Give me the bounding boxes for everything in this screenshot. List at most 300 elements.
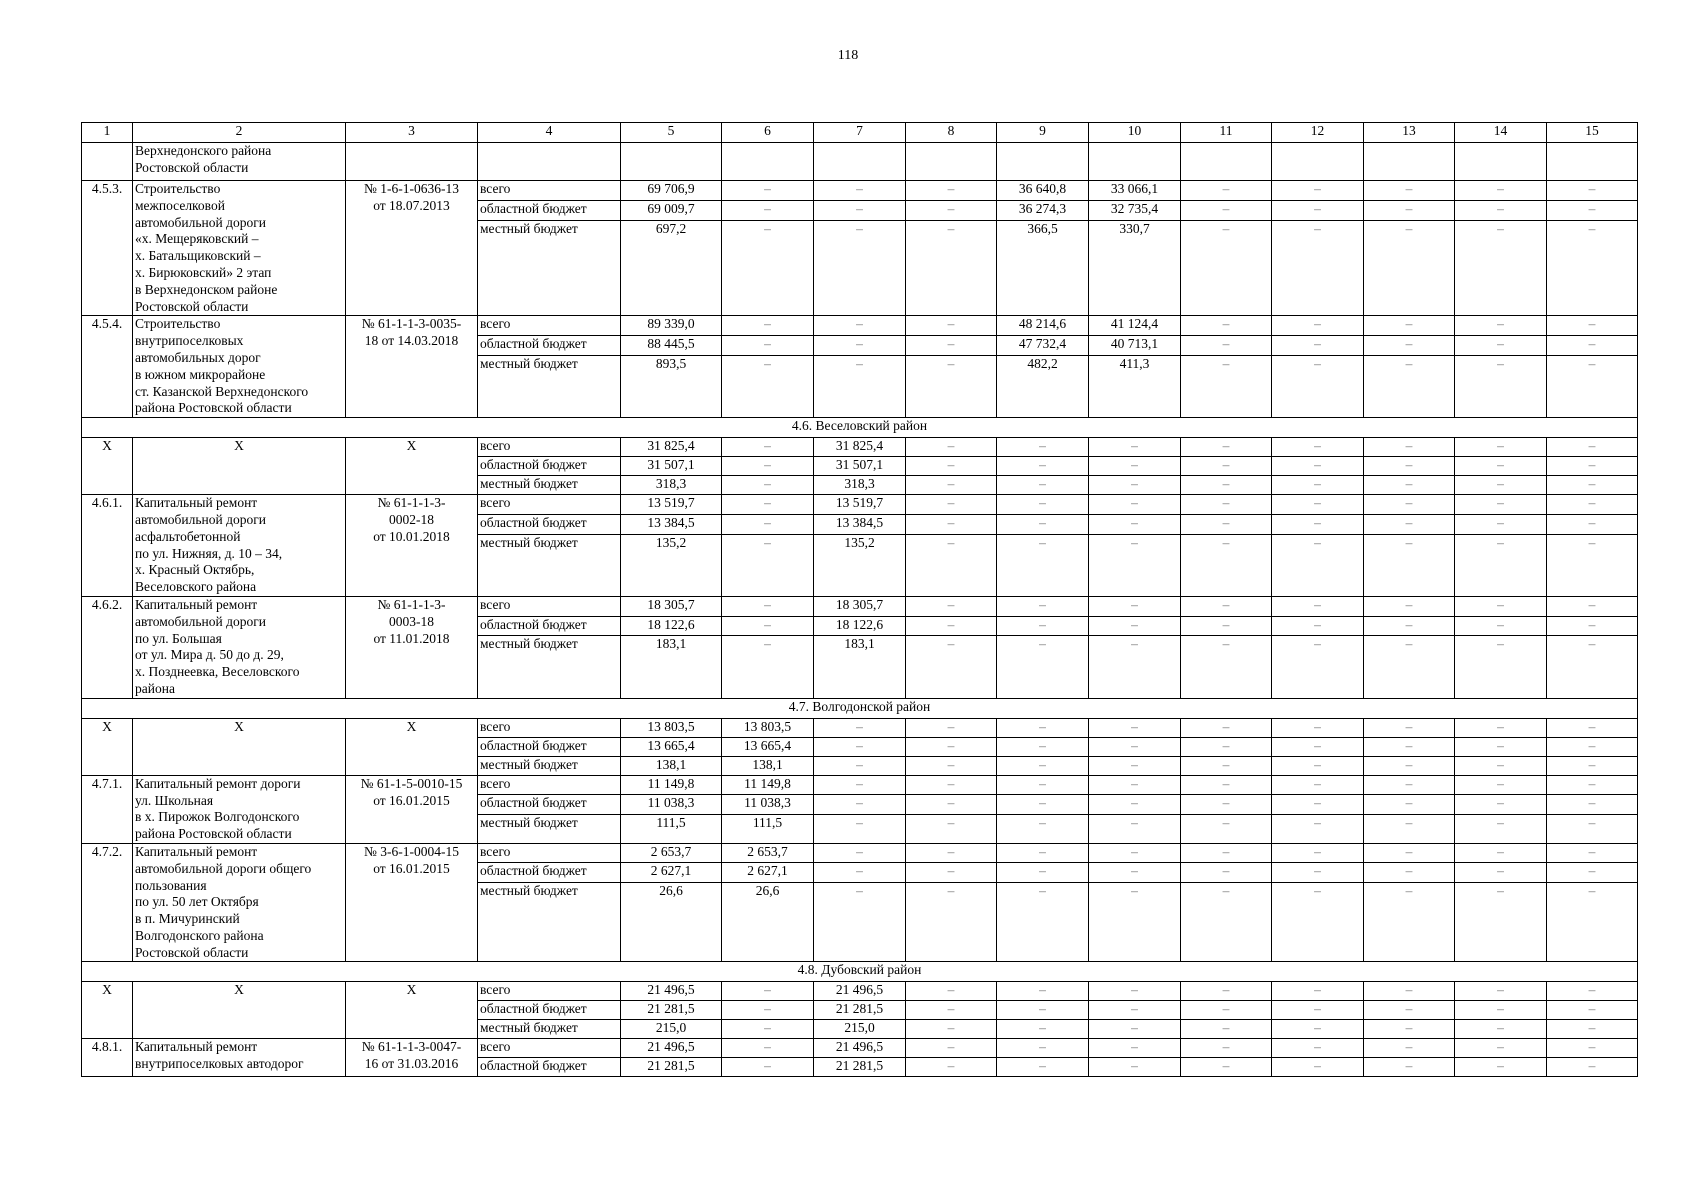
empty-value: – [1089, 1020, 1181, 1039]
header-cell-9: 9 [997, 123, 1089, 143]
value-cell: 21 496,5 [814, 982, 906, 1001]
empty-value: – [1547, 355, 1638, 417]
empty-value: – [1181, 438, 1272, 457]
empty-value: – [906, 1020, 997, 1039]
budget-source-label: всего [478, 596, 621, 616]
empty-value: – [1455, 316, 1547, 336]
empty-value: – [1364, 1058, 1455, 1077]
empty-value: – [1364, 775, 1455, 795]
empty-value: – [1547, 534, 1638, 596]
empty-value: – [997, 756, 1089, 775]
empty-value: – [1547, 200, 1638, 220]
empty-value: – [906, 775, 997, 795]
empty-value: – [997, 863, 1089, 882]
empty-value: – [1364, 200, 1455, 220]
empty-value: – [1089, 534, 1181, 596]
budget-source-label: местный бюджет [478, 814, 621, 843]
value-cell: 21 496,5 [814, 1039, 906, 1058]
empty-value: – [814, 336, 906, 356]
header-cell-4: 4 [478, 123, 621, 143]
empty-value: – [1455, 737, 1547, 756]
empty-value: – [1272, 795, 1364, 815]
empty-value: – [814, 843, 906, 862]
empty-value: – [1181, 457, 1272, 476]
document-number: № 3-6-1-0004-15 от 16.01.2015 [346, 843, 478, 962]
empty-value: – [1455, 814, 1547, 843]
empty-value: – [1455, 863, 1547, 882]
empty-value: – [1364, 756, 1455, 775]
empty-value: – [1089, 457, 1181, 476]
empty-value: – [906, 1039, 997, 1058]
empty-value: – [722, 200, 814, 220]
empty-value: – [1547, 616, 1638, 636]
budget-source-label: местный бюджет [478, 636, 621, 698]
value-cell: 183,1 [814, 636, 906, 698]
value-cell: 31 507,1 [621, 457, 722, 476]
empty-value: – [814, 200, 906, 220]
budget-source-label: областной бюджет [478, 737, 621, 756]
empty-value: – [1089, 616, 1181, 636]
empty-value: – [1272, 1020, 1364, 1039]
value-cell: 13 519,7 [621, 495, 722, 515]
budget-source-label: всего [478, 843, 621, 862]
document-number: № 61-1-5-0010-15 от 16.01.2015 [346, 775, 478, 843]
empty-cell [1455, 143, 1547, 181]
empty-value: – [722, 514, 814, 534]
empty-value: – [1272, 438, 1364, 457]
empty-value: – [1272, 863, 1364, 882]
empty-value: – [1547, 1039, 1638, 1058]
empty-value: – [906, 863, 997, 882]
value-cell: 21 496,5 [621, 982, 722, 1001]
header-cell-3: 3 [346, 123, 478, 143]
empty-value: – [1272, 200, 1364, 220]
empty-value: – [1455, 596, 1547, 616]
empty-value: – [1181, 596, 1272, 616]
empty-value: – [1455, 795, 1547, 815]
row-number: X [82, 438, 133, 495]
row-number: 4.5.4. [82, 316, 133, 418]
value-cell: 13 384,5 [814, 514, 906, 534]
value-cell: 21 281,5 [621, 1001, 722, 1020]
empty-value: – [1181, 514, 1272, 534]
empty-value: – [1181, 476, 1272, 495]
empty-value: – [814, 737, 906, 756]
empty-value: – [906, 476, 997, 495]
value-cell: 31 507,1 [814, 457, 906, 476]
empty-value: – [997, 737, 1089, 756]
value-cell: 33 066,1 [1089, 181, 1181, 201]
empty-value: – [1089, 982, 1181, 1001]
empty-value: – [1272, 616, 1364, 636]
budget-source-label: местный бюджет [478, 1020, 621, 1039]
empty-value: – [997, 596, 1089, 616]
empty-value: – [1272, 843, 1364, 862]
empty-value: – [906, 438, 997, 457]
document-number: X [346, 718, 478, 775]
row-number: 4.6.1. [82, 495, 133, 597]
empty-value: – [1364, 1001, 1455, 1020]
value-cell: 41 124,4 [1089, 316, 1181, 336]
empty-value: – [1364, 636, 1455, 698]
empty-value: – [1272, 476, 1364, 495]
object-name: Капитальный ремонт автомобильной дороги по ул. Большая от ул. Мира д. 50 до д. 29, х. Позднеевка, Веселовского района [133, 596, 346, 698]
value-cell: 48 214,6 [997, 316, 1089, 336]
empty-value: – [814, 795, 906, 815]
empty-value: – [814, 355, 906, 417]
empty-value: – [1455, 756, 1547, 775]
page-number: 118 [837, 48, 859, 63]
empty-value: – [1181, 534, 1272, 596]
value-cell: 13 384,5 [621, 514, 722, 534]
empty-value: – [1364, 355, 1455, 417]
empty-value: – [997, 438, 1089, 457]
empty-value: – [906, 200, 997, 220]
header-cell-12: 12 [1272, 123, 1364, 143]
empty-value: – [1364, 495, 1455, 515]
budget-source-label: областной бюджет [478, 514, 621, 534]
empty-value: – [1455, 982, 1547, 1001]
empty-value: – [1181, 181, 1272, 201]
value-cell: 482,2 [997, 355, 1089, 417]
value-cell: 21 496,5 [621, 1039, 722, 1058]
empty-value: – [906, 181, 997, 201]
empty-value: – [1547, 596, 1638, 616]
empty-value: – [1364, 438, 1455, 457]
empty-value: – [1181, 1020, 1272, 1039]
empty-cell [346, 143, 478, 181]
empty-value: – [1089, 737, 1181, 756]
empty-value: – [1089, 1039, 1181, 1058]
value-cell: 47 732,4 [997, 336, 1089, 356]
empty-value: – [997, 982, 1089, 1001]
empty-value: – [722, 982, 814, 1001]
empty-value: – [997, 882, 1089, 962]
empty-value: – [1272, 514, 1364, 534]
empty-value: – [906, 737, 997, 756]
empty-value: – [1089, 596, 1181, 616]
empty-value: – [1272, 636, 1364, 698]
value-cell: 18 305,7 [621, 596, 722, 616]
value-cell: 69 706,9 [621, 181, 722, 201]
empty-value: – [1547, 316, 1638, 336]
header-cell-7: 7 [814, 123, 906, 143]
empty-value: – [814, 316, 906, 336]
header-row [82, 123, 1638, 143]
empty-value: – [1089, 795, 1181, 815]
empty-value: – [997, 814, 1089, 843]
empty-value: – [722, 596, 814, 616]
empty-value: – [722, 1058, 814, 1077]
value-cell: 215,0 [814, 1020, 906, 1039]
value-cell: 88 445,5 [621, 336, 722, 356]
empty-value: – [1364, 534, 1455, 596]
value-cell: 318,3 [621, 476, 722, 495]
document-number: № 61-1-1-3- 0003-18 от 11.01.2018 [346, 596, 478, 698]
empty-value: – [722, 534, 814, 596]
empty-value: – [814, 775, 906, 795]
empty-value: – [1455, 476, 1547, 495]
budget-source-label: местный бюджет [478, 756, 621, 775]
empty-value: – [1547, 982, 1638, 1001]
empty-value: – [1547, 1020, 1638, 1039]
budget-source-label: областной бюджет [478, 616, 621, 636]
budget-source-label: областной бюджет [478, 1001, 621, 1020]
object-name: Капитальный ремонт автомобильной дороги общего пользования по ул. 50 лет Октября в п. Мичуринский Волгодонского района Ростовской области [133, 843, 346, 962]
empty-value: – [722, 636, 814, 698]
empty-value: – [1547, 514, 1638, 534]
empty-value: – [1364, 476, 1455, 495]
budget-source-label: областной бюджет [478, 336, 621, 356]
empty-value: – [722, 181, 814, 201]
value-cell: 11 038,3 [722, 795, 814, 815]
empty-value: – [1272, 457, 1364, 476]
empty-value: – [1364, 843, 1455, 862]
empty-value: – [906, 616, 997, 636]
budget-source-label: областной бюджет [478, 863, 621, 882]
empty-cell [1547, 143, 1638, 181]
value-cell: 135,2 [621, 534, 722, 596]
empty-cell [1181, 143, 1272, 181]
table-row [82, 775, 1638, 795]
empty-value: – [1089, 882, 1181, 962]
empty-value: – [1181, 814, 1272, 843]
empty-value: – [1455, 457, 1547, 476]
empty-value: – [722, 438, 814, 457]
budget-source-label: всего [478, 438, 621, 457]
empty-value: – [1364, 1020, 1455, 1039]
empty-value: – [906, 220, 997, 316]
empty-value: – [1455, 616, 1547, 636]
empty-value: – [906, 718, 997, 737]
header-cell-10: 10 [1089, 123, 1181, 143]
value-cell: 138,1 [621, 756, 722, 775]
empty-value: – [1547, 1058, 1638, 1077]
empty-value: – [1181, 636, 1272, 698]
empty-value: – [997, 514, 1089, 534]
budget-source-label: областной бюджет [478, 795, 621, 815]
empty-value: – [1547, 636, 1638, 698]
empty-value: – [814, 863, 906, 882]
table-row [82, 982, 1638, 1001]
value-cell: 215,0 [621, 1020, 722, 1039]
document-number: № 61-1-1-3- 0002-18 от 10.01.2018 [346, 495, 478, 597]
empty-value: – [814, 882, 906, 962]
empty-value: – [1181, 982, 1272, 1001]
row-number: X [82, 718, 133, 775]
value-cell: 366,5 [997, 220, 1089, 316]
empty-value: – [1455, 1020, 1547, 1039]
table-row [82, 181, 1638, 201]
empty-value: – [1181, 737, 1272, 756]
empty-value: – [1272, 1001, 1364, 1020]
value-cell: 31 825,4 [621, 438, 722, 457]
empty-cell [478, 143, 621, 181]
empty-value: – [814, 718, 906, 737]
empty-value: – [1455, 1039, 1547, 1058]
empty-value: – [1181, 336, 1272, 356]
empty-value: – [997, 718, 1089, 737]
empty-value: – [906, 636, 997, 698]
empty-value: – [1272, 756, 1364, 775]
empty-value: – [1181, 775, 1272, 795]
empty-value: – [1272, 737, 1364, 756]
object-name: Строительство межпоселковой автомобильной дороги «х. Мещеряковский – х. Батальщиковский – х. Бирюковский» 2 этап в Верхнедонском районе Ростовской области [133, 181, 346, 316]
empty-value: – [722, 457, 814, 476]
value-cell: 318,3 [814, 476, 906, 495]
empty-value: – [906, 355, 997, 417]
header-cell-5: 5 [621, 123, 722, 143]
value-cell: 135,2 [814, 534, 906, 596]
empty-value: – [722, 316, 814, 336]
empty-cell [621, 143, 722, 181]
empty-value: – [906, 795, 997, 815]
empty-value: – [1089, 775, 1181, 795]
empty-value: – [1181, 616, 1272, 636]
value-cell: 21 281,5 [814, 1058, 906, 1077]
row-number: 4.5.3. [82, 181, 133, 316]
object-name: X [133, 438, 346, 495]
header-cell-1: 1 [82, 123, 133, 143]
value-cell: 2 627,1 [621, 863, 722, 882]
object-name: Строительство внутрипоселковых автомобильных дорог в южном микрорайоне ст. Казанской Верхнедонского района Ростовской области [133, 316, 346, 418]
empty-value: – [906, 336, 997, 356]
empty-value: – [1272, 1039, 1364, 1058]
empty-cell [1089, 143, 1181, 181]
document-number: № 61-1-1-3-0047- 16 от 31.03.2016 [346, 1039, 478, 1077]
empty-value: – [1547, 438, 1638, 457]
value-cell: 13 665,4 [722, 737, 814, 756]
empty-value: – [997, 843, 1089, 862]
empty-value: – [1272, 814, 1364, 843]
budget-source-label: всего [478, 982, 621, 1001]
empty-value: – [1364, 882, 1455, 962]
header-cell-8: 8 [906, 123, 997, 143]
empty-value: – [1547, 863, 1638, 882]
budget-source-label: местный бюджет [478, 882, 621, 962]
value-cell: 36 274,3 [997, 200, 1089, 220]
value-cell: 21 281,5 [621, 1058, 722, 1077]
empty-value: – [1455, 636, 1547, 698]
row-number: 4.7.2. [82, 843, 133, 962]
empty-value: – [1089, 843, 1181, 862]
empty-value: – [1272, 534, 1364, 596]
empty-value: – [1181, 355, 1272, 417]
object-name: Капитальный ремонт автомобильной дороги асфальтобетонной по ул. Нижняя, д. 10 – 34, х. Красный Октябрь, Веселовского района [133, 495, 346, 597]
value-cell: 26,6 [621, 882, 722, 962]
empty-value: – [1547, 882, 1638, 962]
empty-value: – [722, 336, 814, 356]
budget-source-label: всего [478, 181, 621, 201]
document-number: № 1-6-1-0636-13 от 18.07.2013 [346, 181, 478, 316]
empty-value: – [1455, 495, 1547, 515]
budget-source-label: всего [478, 316, 621, 336]
empty-value: – [1272, 1058, 1364, 1077]
value-cell: 111,5 [722, 814, 814, 843]
empty-value: – [1089, 514, 1181, 534]
empty-value: – [1547, 476, 1638, 495]
empty-value: – [1547, 495, 1638, 515]
empty-value: – [1089, 476, 1181, 495]
section-title: 4.8. Дубовский район [82, 962, 1638, 982]
value-cell: 18 122,6 [814, 616, 906, 636]
header-cell-11: 11 [1181, 123, 1272, 143]
empty-value: – [997, 534, 1089, 596]
empty-value: – [1455, 534, 1547, 596]
header-cell-14: 14 [1455, 123, 1547, 143]
empty-value: – [722, 1020, 814, 1039]
value-cell: 31 825,4 [814, 438, 906, 457]
header-cell-2: 2 [133, 123, 346, 143]
empty-value: – [997, 795, 1089, 815]
empty-cell [906, 143, 997, 181]
empty-value: – [1455, 200, 1547, 220]
empty-value: – [1272, 355, 1364, 417]
empty-value: – [1547, 1001, 1638, 1020]
budget-source-label: всего [478, 718, 621, 737]
empty-value: – [1547, 336, 1638, 356]
empty-value: – [1364, 982, 1455, 1001]
value-cell: 32 735,4 [1089, 200, 1181, 220]
budget-source-label: областной бюджет [478, 200, 621, 220]
empty-value: – [1547, 775, 1638, 795]
empty-value: – [1547, 718, 1638, 737]
empty-value: – [1364, 616, 1455, 636]
value-cell: 13 803,5 [621, 718, 722, 737]
budget-source-label: местный бюджет [478, 355, 621, 417]
empty-value: – [997, 1020, 1089, 1039]
empty-value: – [1181, 1001, 1272, 1020]
empty-value: – [1181, 882, 1272, 962]
empty-value: – [1547, 756, 1638, 775]
empty-value: – [1272, 775, 1364, 795]
empty-value: – [1272, 316, 1364, 336]
empty-value: – [1089, 718, 1181, 737]
empty-value: – [1455, 1058, 1547, 1077]
value-cell: 2 653,7 [722, 843, 814, 862]
empty-value: – [722, 495, 814, 515]
budget-source-label: всего [478, 495, 621, 515]
empty-value: – [997, 1058, 1089, 1077]
empty-value: – [1181, 316, 1272, 336]
empty-value: – [1272, 181, 1364, 201]
table-row [82, 438, 1638, 457]
empty-value: – [1272, 336, 1364, 356]
empty-value: – [1181, 718, 1272, 737]
section-row [82, 962, 1638, 982]
table-row [82, 843, 1638, 862]
empty-value: – [906, 1058, 997, 1077]
continuation-name: Верхнедонского района Ростовской области [133, 143, 346, 181]
object-name: Капитальный ремонт дороги ул. Школьная в х. Пирожок Волгодонского района Ростовской области [133, 775, 346, 843]
value-cell: 40 713,1 [1089, 336, 1181, 356]
section-title: 4.6. Веселовский район [82, 418, 1638, 438]
empty-cell [1272, 143, 1364, 181]
value-cell: 411,3 [1089, 355, 1181, 417]
value-cell: 13 665,4 [621, 737, 722, 756]
empty-value: – [722, 616, 814, 636]
empty-value: – [1089, 495, 1181, 515]
empty-value: – [1364, 737, 1455, 756]
empty-value: – [722, 1039, 814, 1058]
value-cell: 89 339,0 [621, 316, 722, 336]
empty-value: – [814, 220, 906, 316]
budget-source-label: местный бюджет [478, 476, 621, 495]
empty-value: – [906, 1001, 997, 1020]
empty-value: – [722, 220, 814, 316]
empty-value: – [1181, 495, 1272, 515]
value-cell: 13 803,5 [722, 718, 814, 737]
